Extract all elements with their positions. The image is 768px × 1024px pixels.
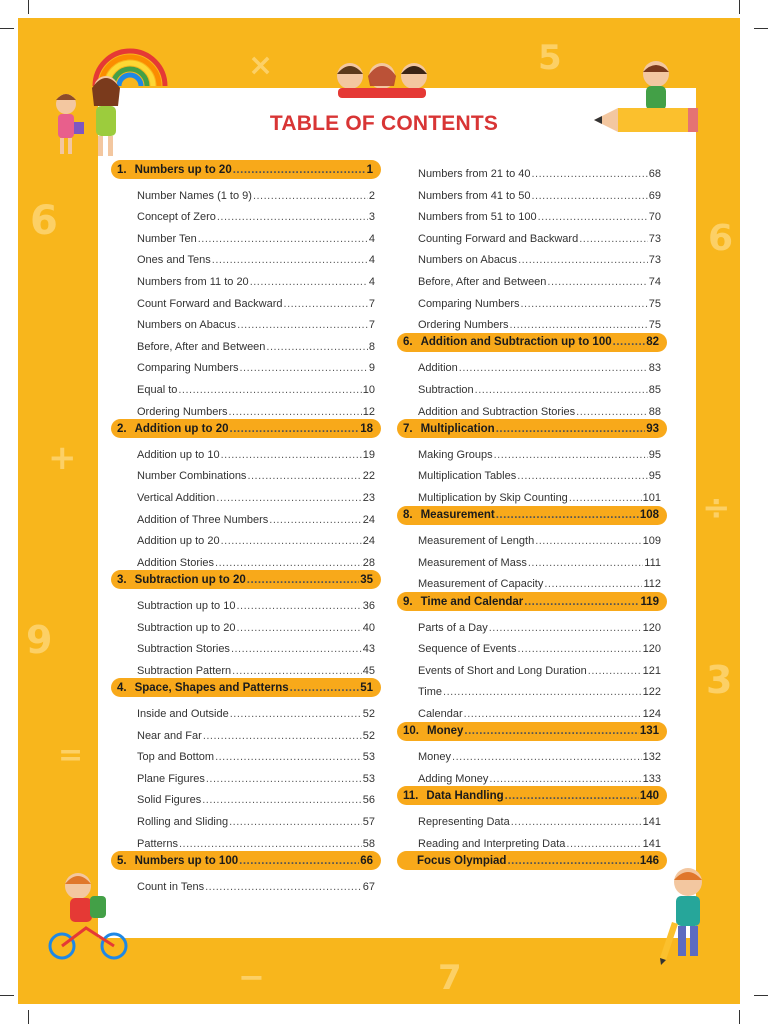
page-number: 68: [648, 168, 661, 180]
topic-title: Measurement of Length: [418, 535, 535, 548]
page-number: 95: [648, 448, 661, 461]
dot-leader: [212, 254, 368, 266]
page-number: 4: [368, 254, 375, 267]
topic-entry: [137, 441, 375, 461]
page-number: 67: [362, 880, 375, 893]
page-number: 140: [639, 789, 659, 802]
crop-mark: [754, 995, 768, 996]
topic-entry: [418, 570, 661, 590]
topic-title: Addition Stories: [137, 556, 215, 569]
topic-entry: [137, 246, 375, 266]
topic-entry: [418, 830, 661, 850]
dot-leader: [538, 211, 648, 223]
page-number: 22: [362, 470, 375, 483]
page-number: 66: [360, 854, 373, 867]
page-number: 51: [360, 681, 373, 694]
topic-title: Parts of a Day: [418, 621, 488, 634]
dot-leader: [231, 643, 362, 655]
dot-leader: [229, 816, 362, 828]
topic-title: Sequence of Events: [418, 643, 517, 656]
topic-entry: [137, 225, 375, 245]
topic-entry: [137, 830, 375, 850]
chapter-number: 2.: [117, 422, 127, 435]
topic-entry: [418, 354, 661, 374]
chapter-number: 6.: [403, 336, 413, 349]
page-number: 52: [362, 708, 375, 720]
page-number: 108: [639, 509, 659, 522]
topic-title: Numbers from 21 to 40: [418, 168, 531, 180]
topic-entry: [418, 462, 661, 482]
dot-leader: [532, 168, 648, 180]
page-number: 70: [648, 211, 661, 224]
dot-leader: [489, 622, 642, 634]
topic-title: Solid Figures: [137, 794, 202, 807]
page-number: 133: [642, 772, 661, 785]
topic-entry: [418, 527, 661, 547]
topic-title: Time: [418, 686, 443, 699]
topic-title: Number Ten: [137, 232, 197, 245]
page-number: 124: [642, 708, 661, 720]
dot-leader: [494, 449, 648, 461]
dot-leader: [215, 751, 362, 763]
topic-entry: [137, 592, 375, 612]
crop-mark: [28, 1010, 29, 1024]
chapter-entry: [397, 786, 667, 805]
dot-leader: [284, 298, 368, 310]
chapter-title: Numbers up to 20: [134, 163, 232, 176]
topic-title: Reading and Interpreting Data: [418, 837, 566, 850]
page-number: 9: [368, 362, 375, 375]
dot-leader: [221, 535, 362, 547]
page-number: 56: [362, 794, 375, 807]
dot-leader: [520, 298, 647, 310]
topic-entry: [418, 743, 661, 763]
dot-leader: [269, 514, 361, 526]
page-number: 120: [642, 621, 661, 634]
topic-title: Multiplication Tables: [418, 470, 517, 483]
topic-title: Number Combinations: [137, 470, 247, 483]
dot-leader: [230, 708, 362, 720]
dot-leader: [517, 643, 641, 655]
topic-title: Count in Tens: [137, 880, 205, 893]
dot-leader: [528, 557, 643, 569]
page-number: 93: [646, 422, 659, 435]
chapter-title: Focus Olympiad: [417, 854, 507, 867]
dot-leader: [505, 790, 639, 802]
dot-leader: [198, 233, 368, 245]
page-number: 95: [648, 470, 661, 483]
page-number: 111: [644, 556, 661, 569]
crop-mark: [739, 0, 740, 14]
topic-entry: [137, 786, 375, 806]
chapter-number: 8.: [403, 509, 413, 522]
dot-leader: [535, 535, 641, 547]
topic-entry: [137, 765, 375, 785]
dot-leader: [233, 164, 366, 176]
chapter-number: 9.: [403, 595, 413, 608]
crop-mark: [739, 1010, 740, 1024]
page-number: 2: [368, 189, 375, 202]
chapter-entry: [397, 722, 667, 741]
topic-entry: [137, 549, 375, 569]
chapter-number: 11.: [403, 789, 419, 802]
page-number: 119: [640, 595, 659, 608]
topic-title: Measurement of Mass: [418, 556, 527, 569]
page-number: 75: [648, 297, 661, 310]
topic-entry: [137, 290, 375, 310]
chapter-title: Subtraction up to 20: [134, 573, 246, 586]
chapter-title: Time and Calendar: [420, 595, 524, 608]
topic-title: Calendar: [418, 708, 463, 720]
chapter-entry: [397, 851, 667, 870]
dot-leader: [507, 855, 638, 867]
page-number: 121: [642, 664, 661, 677]
dot-leader: [206, 773, 362, 785]
chapter-title: Space, Shapes and Patterns: [134, 681, 289, 694]
dot-leader: [205, 881, 362, 893]
page-number: 45: [362, 664, 375, 677]
page-number: 24: [362, 513, 375, 526]
dot-leader: [247, 470, 361, 482]
chapter-entry: [111, 160, 381, 179]
page-number: 146: [639, 854, 659, 867]
page-number: 35: [360, 573, 373, 586]
page-number: 74: [648, 276, 661, 288]
page-number: 131: [639, 725, 659, 738]
topic-entry: [137, 614, 375, 634]
topic-title: Patterns: [137, 837, 178, 850]
topic-title: Count Forward and Backward: [137, 297, 283, 310]
chapter-number: 7.: [403, 422, 413, 435]
dot-leader: [253, 190, 368, 202]
page-number: 10: [362, 384, 375, 396]
chapter-entry: [111, 851, 381, 870]
page-number: 36: [362, 600, 375, 612]
topic-title: Ones and Tens: [137, 254, 211, 267]
page-number: 109: [642, 535, 661, 548]
topic-entry: [137, 311, 375, 331]
chapter-number: 1.: [117, 163, 127, 176]
topic-entry: [418, 635, 661, 655]
dot-leader: [236, 622, 361, 634]
topic-entry: [137, 527, 375, 547]
page-number: 40: [362, 621, 375, 634]
page-number: 28: [362, 556, 375, 569]
dot-leader: [236, 600, 361, 612]
page-number: 73: [648, 232, 661, 245]
dot-leader: [517, 470, 648, 482]
page-number: 69: [648, 189, 661, 202]
chapter-entry: [397, 506, 667, 525]
page-number: 82: [646, 336, 659, 349]
topic-title: Number Names (1 to 9): [137, 189, 252, 202]
dot-leader: [239, 855, 359, 867]
dot-leader: [459, 362, 648, 374]
topic-title: Addition of Three Numbers: [137, 513, 269, 526]
topic-entry: [137, 484, 375, 504]
topic-entry: [137, 873, 375, 893]
topic-entry: [137, 268, 375, 288]
dot-leader: [475, 384, 648, 396]
topic-entry: [137, 376, 375, 396]
topic-entry: [418, 268, 661, 288]
chapter-title: Numbers up to 100: [134, 854, 239, 867]
topic-entry: [418, 398, 661, 418]
topic-title: Numbers from 51 to 100: [418, 211, 537, 224]
topic-title: Plane Figures: [137, 772, 205, 785]
page-number: 23: [362, 492, 375, 504]
dot-leader: [237, 319, 368, 331]
chapter-number: 3.: [117, 573, 127, 586]
chapter-entry: [397, 419, 667, 438]
page-number: 12: [362, 405, 375, 418]
topic-entry: [418, 549, 661, 569]
topic-entry: [137, 635, 375, 655]
page-number: 7: [368, 297, 375, 310]
page-number: 7: [368, 319, 375, 332]
topic-entry: [137, 506, 375, 526]
dot-leader: [524, 596, 639, 608]
dot-leader: [232, 665, 362, 677]
topic-title: Measurement of Capacity: [418, 578, 544, 591]
chapter-number: 4.: [117, 681, 127, 694]
page-number: 73: [648, 254, 661, 267]
page-number: 57: [362, 816, 375, 828]
topic-entry: [137, 182, 375, 202]
topic-title: Subtraction up to 20: [137, 621, 236, 634]
topic-title: Events of Short and Long Duration: [418, 664, 587, 677]
chapter-title: Multiplication: [420, 422, 495, 435]
page-number: 52: [362, 729, 375, 742]
topic-title: Concept of Zero: [137, 211, 216, 224]
crop-mark: [754, 28, 768, 29]
topic-title: Numbers from 11 to 20: [137, 276, 249, 288]
dot-leader: [230, 423, 360, 435]
dot-leader: [569, 492, 642, 504]
topic-entry: [418, 614, 661, 634]
topic-entry: [137, 808, 375, 828]
topic-entry: [418, 311, 661, 331]
topic-title: Comparing Numbers: [137, 362, 239, 375]
page-number: 53: [362, 751, 375, 764]
chapter-entry: [111, 419, 381, 438]
page-number: 3: [368, 211, 375, 224]
page-number: 43: [362, 643, 375, 656]
page-title: TABLE OF CONTENTS: [269, 112, 499, 135]
crop-mark: [28, 0, 29, 14]
topic-entry: [137, 722, 375, 742]
dot-leader: [579, 233, 648, 245]
topic-title: Addition up to 10: [137, 448, 220, 461]
boy-on-bicycle-illustration: [46, 866, 132, 962]
chapter-entry: [111, 678, 381, 697]
topic-entry: [418, 657, 661, 677]
dot-leader: [178, 384, 361, 396]
topic-entry: [418, 182, 661, 202]
dot-leader: [239, 362, 367, 374]
topic-title: Before, After and Between: [137, 340, 266, 353]
chapter-entry: [397, 333, 667, 352]
dot-leader: [216, 492, 361, 504]
topic-title: Making Groups: [418, 448, 493, 461]
topic-title: Near and Far: [137, 729, 202, 742]
page-number: 58: [362, 837, 375, 850]
page-number: 1: [366, 163, 373, 176]
topic-title: Subtraction Pattern: [137, 664, 232, 677]
kids-faces-illustration: [334, 56, 430, 98]
dot-leader: [290, 682, 360, 694]
dot-leader: [489, 773, 641, 785]
topic-entry: [418, 484, 661, 504]
topic-title: Equal to: [137, 384, 178, 396]
topic-title: Subtraction: [418, 384, 474, 396]
topic-entry: [137, 462, 375, 482]
dot-leader: [202, 794, 362, 806]
chapter-entry: [397, 592, 667, 611]
topic-title: Comparing Numbers: [418, 297, 520, 310]
dot-leader: [217, 211, 368, 223]
topic-entry: [137, 203, 375, 223]
dot-leader: [518, 254, 648, 266]
topic-entry: [418, 160, 661, 180]
topic-entry: [137, 700, 375, 720]
page-number: 18: [360, 422, 373, 435]
topic-title: Money: [418, 751, 452, 764]
page-number: 141: [642, 816, 661, 828]
topic-title: Addition: [418, 362, 458, 375]
dot-leader: [547, 276, 647, 288]
chapter-entry: [111, 570, 381, 589]
topic-entry: [418, 700, 661, 720]
dot-leader: [443, 686, 642, 698]
dot-leader: [576, 406, 648, 418]
topic-entry: [137, 743, 375, 763]
topic-title: Multiplication by Skip Counting: [418, 492, 568, 504]
crop-mark: [0, 995, 14, 996]
dot-leader: [464, 708, 642, 720]
page-number: 120: [642, 643, 661, 656]
topic-title: Counting Forward and Backward: [418, 232, 579, 245]
page-number: 122: [642, 686, 661, 699]
dot-leader: [588, 665, 642, 677]
page-number: 8: [368, 340, 375, 353]
topic-entry: [137, 354, 375, 374]
topic-entry: [418, 765, 661, 785]
dot-leader: [250, 276, 368, 288]
topic-title: Before, After and Between: [418, 276, 547, 288]
dot-leader: [228, 406, 361, 418]
dot-leader: [496, 423, 646, 435]
crop-mark: [0, 28, 14, 29]
page-number: 112: [643, 578, 661, 591]
dot-leader: [566, 838, 641, 850]
dot-leader: [179, 838, 362, 850]
page-number: 141: [642, 837, 661, 850]
chapter-number: 10.: [403, 725, 419, 738]
topic-title: Representing Data: [418, 816, 510, 828]
topic-entry: [418, 678, 661, 698]
topic-title: Addition and Subtraction Stories: [418, 405, 576, 418]
chapter-title: Addition and Subtraction up to 100: [420, 336, 612, 349]
dot-leader: [203, 730, 362, 742]
topic-title: Top and Bottom: [137, 751, 215, 764]
chapter-title: Measurement: [420, 509, 495, 522]
page-number: 53: [362, 772, 375, 785]
topic-entry: [418, 808, 661, 828]
topic-title: Numbers on Abacus: [418, 254, 518, 267]
page-number: 132: [642, 751, 661, 764]
dot-leader: [452, 751, 642, 763]
topic-entry: [418, 441, 661, 461]
page-number: 4: [368, 232, 375, 245]
topic-title: Adding Money: [418, 772, 489, 785]
dot-leader: [511, 816, 642, 828]
topic-entry: [137, 333, 375, 353]
dot-leader: [613, 336, 646, 348]
dot-leader: [544, 578, 642, 590]
topic-entry: [418, 376, 661, 396]
topic-entry: [418, 225, 661, 245]
decorative-frame: 6 + 9 = 6 ÷ 3 5 × 7 −: [18, 18, 740, 1004]
topic-title: Subtraction Stories: [137, 643, 230, 656]
dot-leader: [464, 725, 638, 737]
dot-leader: [221, 449, 362, 461]
topic-title: Numbers from 41 to 50: [418, 189, 531, 202]
topic-title: Numbers on Abacus: [137, 319, 237, 332]
page-number: 83: [648, 362, 661, 375]
chapter-title: Money: [427, 725, 464, 738]
topic-entry: [137, 657, 375, 677]
topic-title: Ordering Numbers: [137, 405, 228, 418]
topic-entry: [137, 398, 375, 418]
topic-entry: [418, 203, 661, 223]
page-number: 24: [362, 535, 375, 548]
page-number: 85: [648, 384, 661, 396]
topic-title: Rolling and Sliding: [137, 816, 229, 828]
chapter-title: Addition up to 20: [134, 422, 229, 435]
page-number: 101: [642, 492, 661, 504]
topic-title: Inside and Outside: [137, 708, 229, 720]
page-number: 88: [648, 405, 661, 418]
topic-entry: [418, 290, 661, 310]
page-number: 19: [362, 448, 375, 461]
dot-leader: [509, 319, 647, 331]
page-number: 4: [368, 276, 375, 288]
boy-with-pencil-illustration: [652, 862, 722, 966]
topic-title: Ordering Numbers: [418, 319, 509, 332]
topic-title: Vertical Addition: [137, 492, 216, 504]
topic-title: Subtraction up to 10: [137, 600, 236, 612]
dot-leader: [532, 190, 648, 202]
dot-leader: [215, 557, 362, 569]
dot-leader: [247, 574, 359, 586]
dot-leader: [266, 341, 367, 353]
topic-entry: [418, 246, 661, 266]
page-number: 75: [648, 319, 661, 332]
topic-title: Addition up to 20: [137, 535, 220, 548]
dot-leader: [496, 509, 639, 521]
chapter-title: Data Handling: [426, 789, 504, 802]
chapter-number: 5.: [117, 854, 127, 867]
